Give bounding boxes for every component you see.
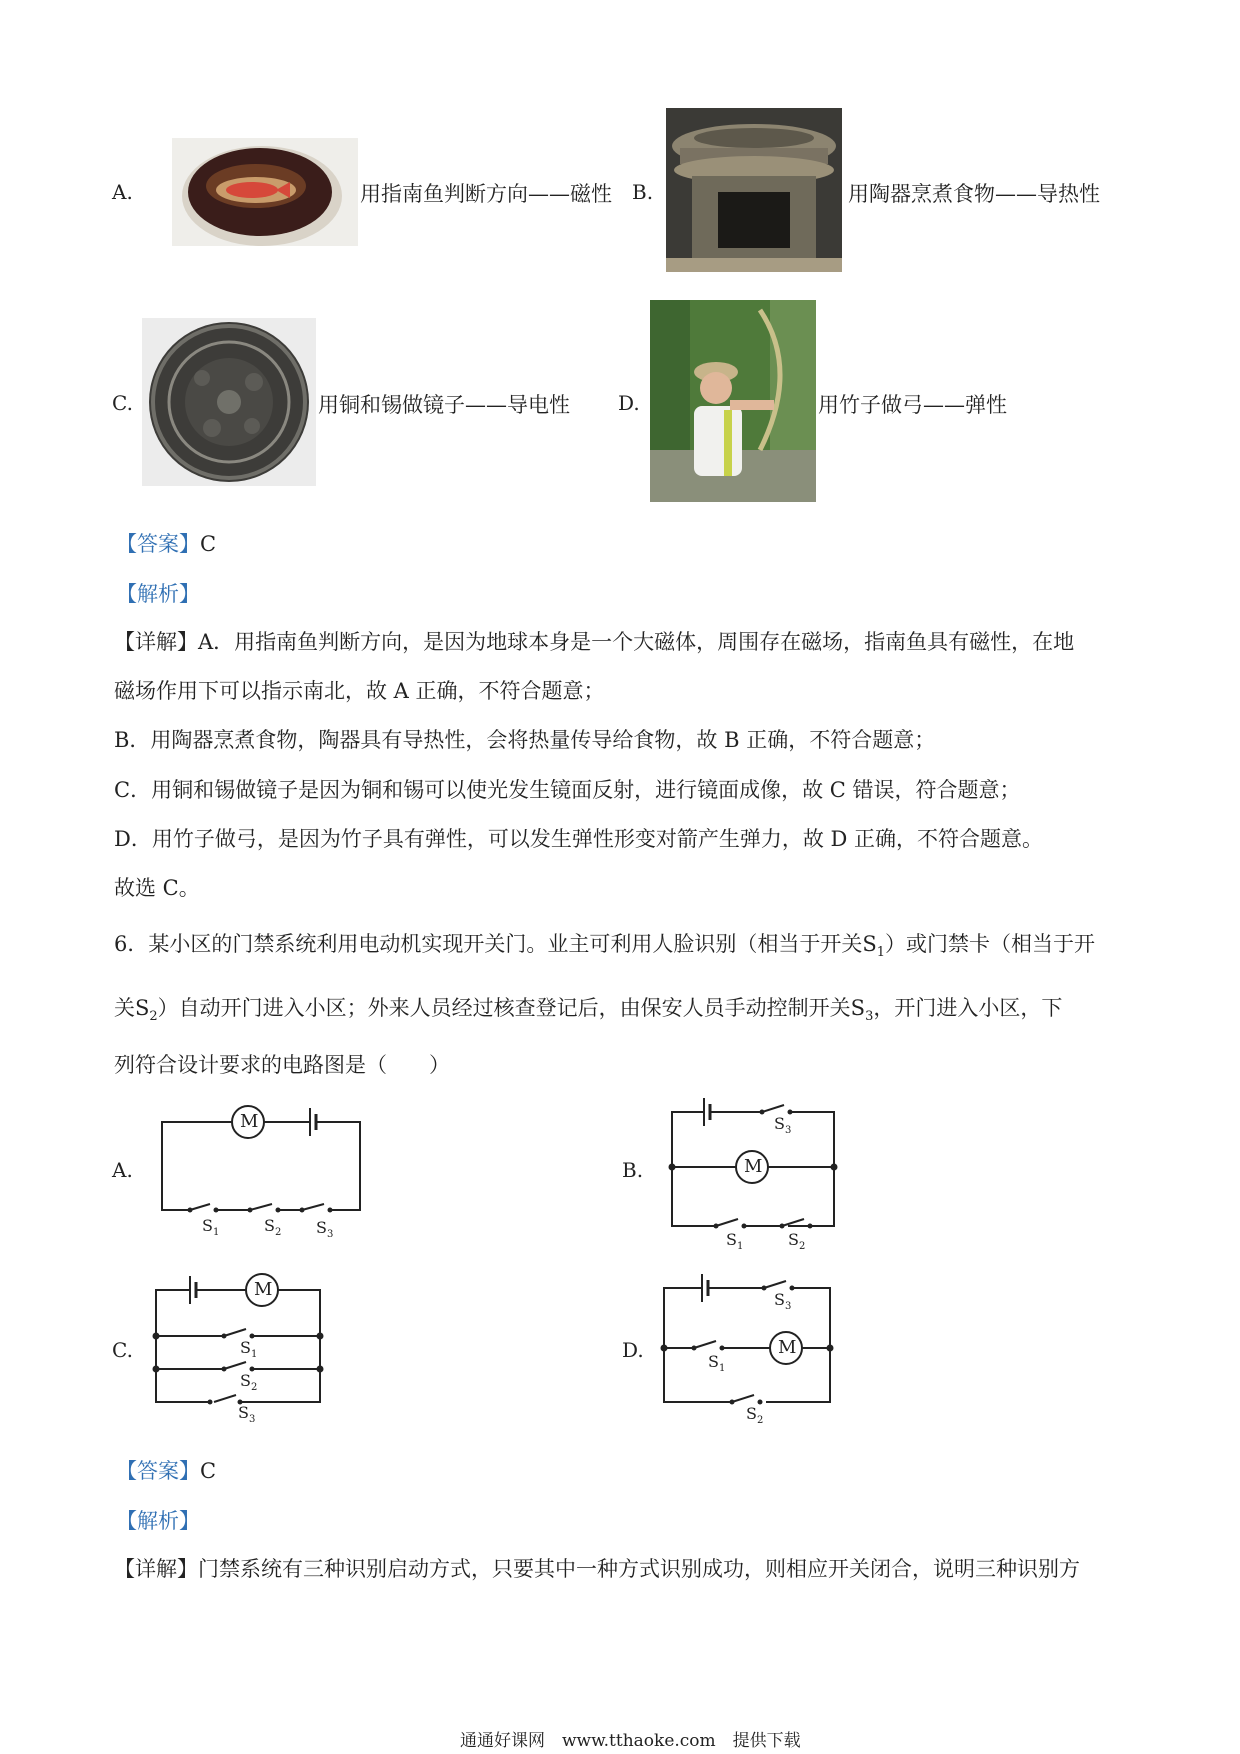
switch-c-s1: $S_1$ (240, 1338, 258, 1361)
q6-stem-line-1: 6．某小区的门禁系统利用电动机实现开关门。业主可利用人脸识别（相当于开关$S_1$）或门禁卡（相当于开 (114, 932, 1096, 961)
switch-c-s2: $S_2$ (240, 1371, 258, 1394)
switch-symbol-s3: $S_3$ (850, 996, 874, 1025)
q6-analysis-tag: 【解析】 (116, 1509, 200, 1533)
q6-detail-line-1: 【详解】门禁系统有三种识别启动方式，只要其中一种方式识别成功，则相应开关闭合，说明三种识别方 (114, 1557, 1080, 1581)
option-b-text: 用陶器烹煮食物——导热性 (848, 182, 1100, 206)
option-a-text: 用指南鱼判断方向——磁性 (360, 182, 612, 206)
q6-stem-line-3: 列符合设计要求的电路图是（ ） (114, 1053, 450, 1077)
ancient-pottery-steamer-image (666, 108, 842, 272)
circuit-c-label: C. (112, 1338, 133, 1362)
q5-answer (116, 528, 216, 558)
option-c-label: C. (112, 391, 133, 415)
switch-a-s3: $S_3$ (316, 1218, 334, 1241)
q5-detail-line-5: D．用竹子做弓，是因为竹子具有弹性，可以发生弹性形变对箭产生弹力，故 D 正确，不符合题意。 (114, 827, 1044, 851)
motor-c-label: M (254, 1279, 273, 1300)
circuit-diagram-a (160, 1100, 390, 1240)
detail-tag: 【详解】 (114, 1557, 198, 1581)
footer-text: 通通好课网 www.tthaoke.com 提供下载 (460, 1731, 801, 1751)
option-d-label: D. (618, 391, 640, 415)
answer-tag: 【答案】 (116, 1459, 200, 1483)
option-b-label: B. (632, 180, 654, 204)
motor-d-label: M (778, 1337, 797, 1358)
motor-a-label: M (240, 1111, 259, 1132)
answer-value: C (200, 532, 217, 556)
circuit-a-label: A. (112, 1158, 133, 1182)
option-c-text: 用铜和锡做镜子——导电性 (318, 393, 570, 417)
switch-symbol-s1: $S_1$ (862, 932, 886, 961)
circuit-b-label: B. (622, 1158, 644, 1182)
motor-b-label: M (744, 1156, 763, 1177)
q5-detail-line-3: B．用陶器烹煮食物，陶器具有导热性，会将热量传导给食物，故 B 正确，不符合题意； (114, 728, 936, 752)
q5-detail-line-2: 磁场作用下可以指示南北，故 A 正确，不符合题意； (114, 679, 605, 703)
switch-b-s3: $S_3$ (774, 1114, 792, 1137)
switch-c-s3: $S_3$ (238, 1403, 256, 1426)
q5-detail-line-1: 【详解】A．用指南鱼判断方向，是因为地球本身是一个大磁体，周围存在磁场，指南鱼具有磁性，在地 (114, 630, 1075, 654)
circuit-diagram-c (148, 1268, 328, 1426)
switch-a-s2: $S_2$ (264, 1216, 282, 1239)
switch-b-s2: $S_2$ (788, 1230, 806, 1253)
q6-stem-line-2: 关$S_2$）自动开门进入小区；外来人员经过核查登记后，由保安人员手动控制开关$S_3$，开门进入小区，下 (114, 996, 1063, 1025)
option-a-label: A. (112, 180, 133, 204)
answer-tag: 【答案】 (116, 532, 200, 556)
answer-value: C (200, 1459, 217, 1483)
q5-analysis-tag: 【解析】 (116, 582, 200, 606)
archer-with-bamboo-bow-image (650, 300, 816, 502)
switch-b-s1: $S_1$ (726, 1230, 744, 1253)
circuit-diagram-b (666, 1092, 846, 1253)
circuit-diagram-d (660, 1268, 840, 1427)
q6-answer (116, 1455, 216, 1485)
option-d-text: 用竹子做弓——弹性 (818, 393, 1007, 417)
switch-a-s1: $S_1$ (202, 1216, 220, 1239)
south-pointing-fish-dish-image (172, 138, 358, 246)
q5-detail-line-4: C．用铜和锡做镜子是因为铜和锡可以使光发生镜面反射，进行镜面成像，故 C 错误，符合题意； (114, 778, 1021, 802)
detail-tag: 【详解】 (114, 630, 198, 654)
circuit-d-label: D. (622, 1338, 644, 1362)
switch-symbol-s2: $S_2$ (135, 996, 158, 1025)
switch-d-s2: $S_2$ (746, 1404, 764, 1427)
switch-d-s1: $S_1$ (708, 1352, 726, 1375)
bronze-mirror-image (142, 318, 316, 486)
q5-detail-line-6: 故选 C。 (114, 876, 200, 900)
switch-d-s3: $S_3$ (774, 1290, 792, 1313)
